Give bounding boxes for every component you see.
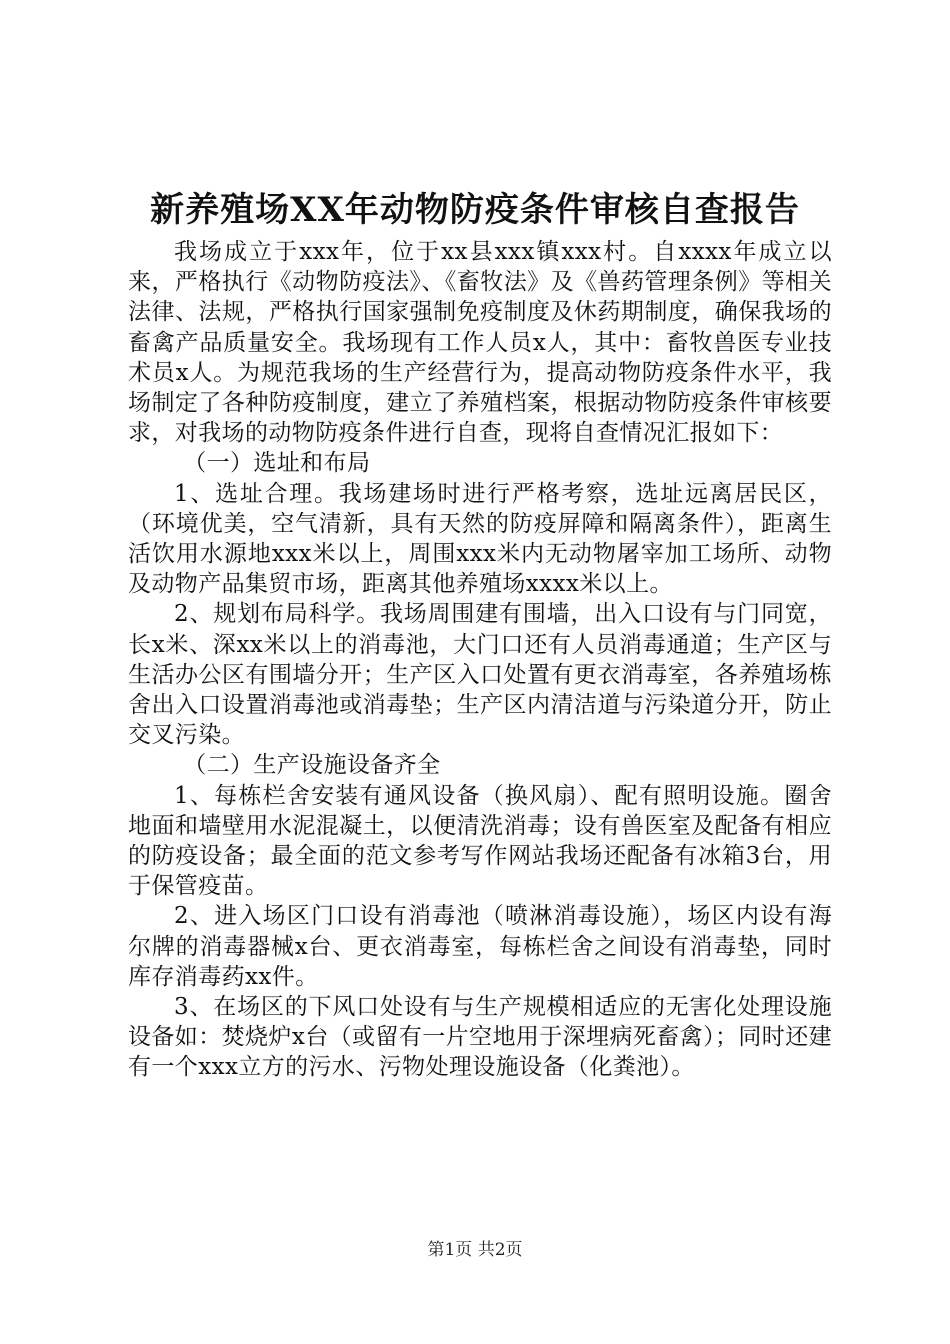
facilities-paragraph-3: 3、在场区的下风口处设有与生产规模相适应的无害化处理设施设备如：焚烧炉x台（或留有一片空地用于深埋病死畜禽）；同时还建有一个xxx立方的污水、污物处理设施设备（化粪池）。 (128, 994, 832, 1081)
site-selection-paragraph: 1、选址合理。我场建场时进行严格考察，选址远离居民区，（环境优美，空气清新，具有天然的防疫屏障和隔离条件），距离生活饮用水源地xxx米以上，周围xxx米内无动物屠宰加工场所、动物及动物产品集贸市场，距离其他养殖场xxxx米以上。 (128, 480, 832, 598)
layout-planning-paragraph: 2、规划布局科学。我场周围建有围墙，出入口设有与门同宽，长x米、深xx米以上的消毒池，大门口还有人员消毒通道；生产区与生活办公区有围墙分开；生产区入口处置有更衣消毒室，各养殖场栋舍出入口设置消毒池或消毒垫；生产区内清洁道与污染道分开，防止交叉污染。 (128, 601, 832, 749)
document-body (128, 237, 832, 1083)
facilities-paragraph-1: 1、每栋栏舍安装有通风设备（换风扇）、配有照明设施。圈舍地面和墙壁用水泥混凝土，以便清洗消毒；设有兽医室及配备有相应的防疫设备；最全面的范文参考写作网站我场还配备有冰箱3台，用于保管疫苗。 (128, 782, 832, 900)
facilities-paragraph-2: 2、进入场区门口设有消毒池（喷淋消毒设施），场区内设有海尔牌的消毒器械x台、更衣消毒室，每栋栏舍之间设有消毒垫，同时库存消毒药xx件。 (128, 903, 832, 990)
intro-paragraph: 我场成立于xxx年，位于xx县xxx镇xxx村。自xxxx年成立以来，严格执行《动物防疫法》、《畜牧法》及《兽药管理条例》等相关法律、法规，严格执行国家强制免疫制度及休药期制度，确保我场的畜禽产品质量安全。我场现有工作人员x人，其中：畜牧兽医专业技术员x人。为规范我场的生产经营行为，提高动物防疫条件水平，我场制定了各种防疫制度，建立了养殖档案，根据动物防疫条件审核要求，对我场的动物防疫条件进行自查，现将自查情况汇报如下： (128, 239, 832, 447)
section-heading-site-layout: （一）选址和布局 (183, 450, 371, 477)
page-number-footer: 第1页 共2页 (427, 1240, 523, 1260)
section-heading-facilities: （二）生产设施设备齐全 (183, 752, 441, 779)
document-title: 新养殖场XX年动物防疫条件审核自查报告 (150, 190, 800, 230)
